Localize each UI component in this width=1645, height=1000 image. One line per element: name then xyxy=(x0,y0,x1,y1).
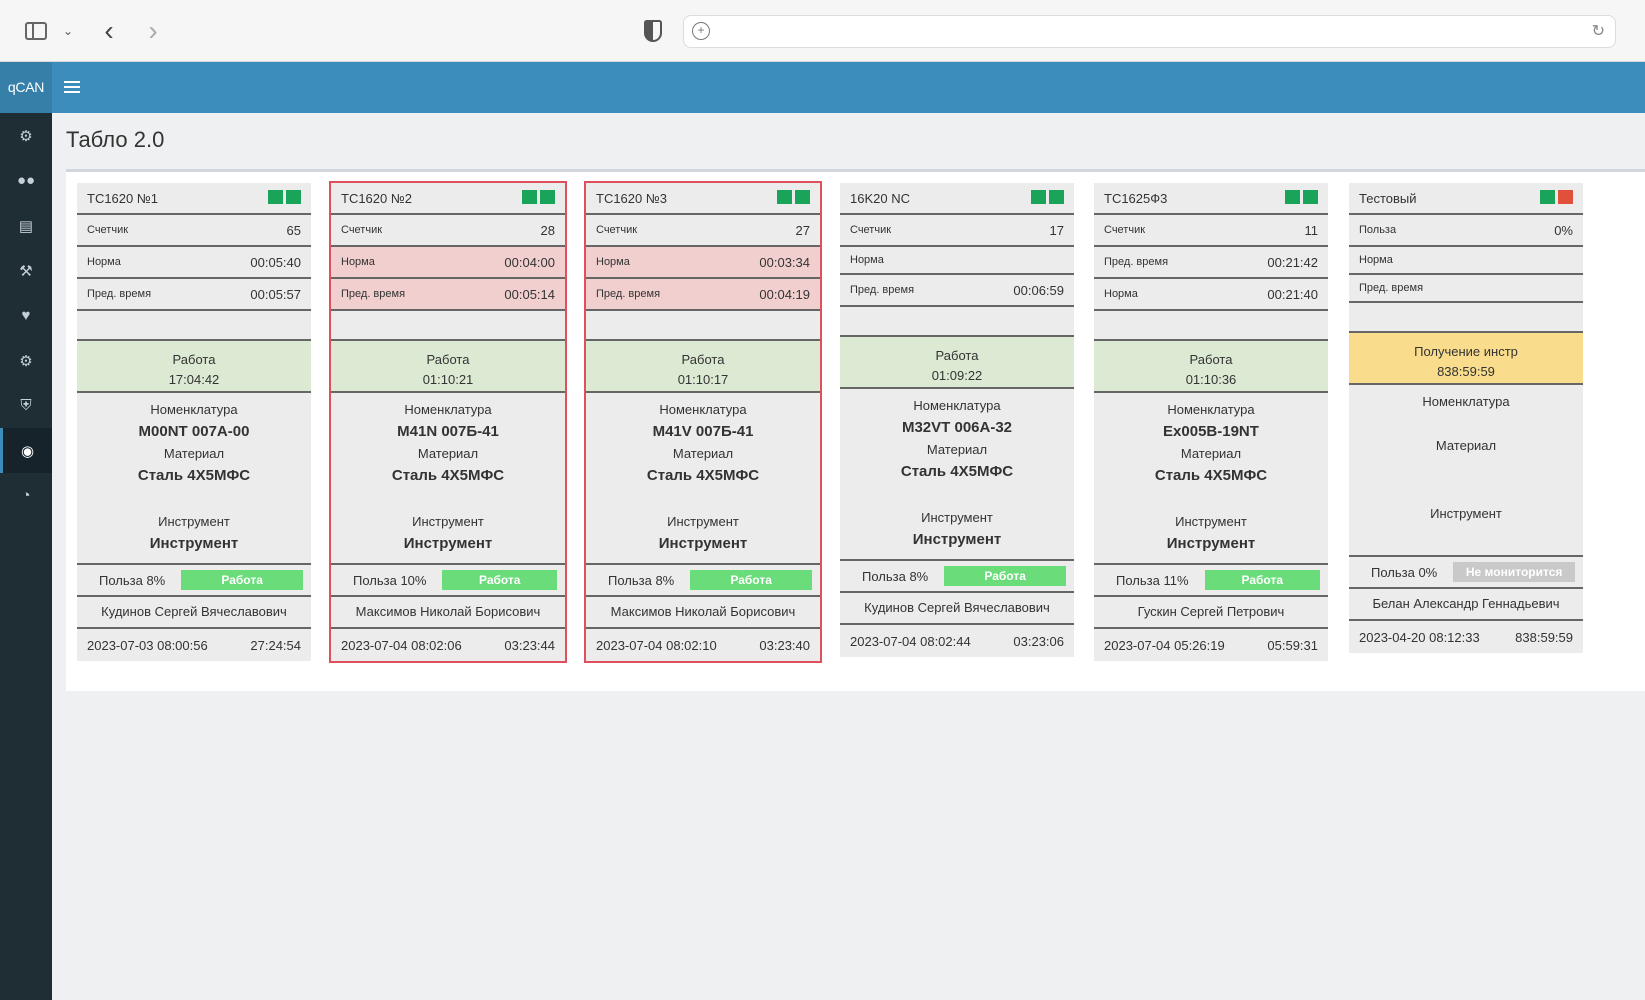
menu-toggle-icon[interactable] xyxy=(64,78,80,96)
tool-icon[interactable]: ⚙ xyxy=(19,352,33,370)
operator-name: Максимов Николай Борисович xyxy=(586,597,820,629)
usage-text: Польза 10% xyxy=(353,572,427,588)
material-label: Материал xyxy=(672,446,734,461)
privacy-shield-icon[interactable] xyxy=(642,18,664,44)
norm-value: 00:04:00 xyxy=(504,254,555,270)
prev-time-value: 00:04:19 xyxy=(759,286,810,302)
logo[interactable]: qCAN xyxy=(0,62,52,113)
prev-time-label: Пред. время xyxy=(341,288,406,300)
usage-text: Польза 0% xyxy=(1371,564,1438,580)
material-label: Материал xyxy=(926,442,988,457)
counter-label: Счетчик xyxy=(850,224,892,236)
nomenclature-value: M41V 007Б-41 xyxy=(652,423,754,440)
status-led xyxy=(1558,190,1573,204)
chevron-down-icon[interactable]: ⌄ xyxy=(62,24,74,38)
material-value: Сталь 4Х5МФС xyxy=(900,463,1014,480)
material-value: Сталь 4Х5МФС xyxy=(391,467,505,484)
site-info-icon[interactable]: + xyxy=(692,22,710,40)
usage-text: Польза 11% xyxy=(1116,572,1189,588)
tool-label: Инструмент xyxy=(1430,506,1502,521)
status-block: Работа 01:10:36 xyxy=(1094,341,1328,393)
machine-card[interactable] xyxy=(1349,183,1583,653)
material-value xyxy=(1349,457,1583,479)
pie-chart-icon[interactable]: ◔ xyxy=(21,487,31,504)
counter-value: 17 xyxy=(1049,222,1064,238)
nomenclature-label: Номенклатура xyxy=(1422,394,1510,409)
prev-time-value: 00:05:57 xyxy=(250,286,301,302)
tool-value: Инструмент xyxy=(1166,535,1256,552)
norm-label: Норма xyxy=(341,256,375,268)
usage-badge: Работа xyxy=(1205,570,1320,590)
machine-card[interactable] xyxy=(840,183,1074,657)
operator-name: Гускин Сергей Петрович xyxy=(1094,597,1328,629)
usage-text: Польза 8% xyxy=(99,572,166,588)
reload-icon[interactable]: ↻ xyxy=(1591,23,1605,40)
machine-card[interactable] xyxy=(77,183,311,661)
usage-badge: Работа xyxy=(690,570,812,590)
duration: 838:59:59 xyxy=(1515,629,1573,645)
nomenclature-label: Номенклатура xyxy=(659,402,747,417)
operator-name: Кудинов Сергей Вячеславович xyxy=(840,593,1074,625)
norm-value: 00:05:40 xyxy=(250,254,301,270)
page-title: Табло 2.0 xyxy=(66,127,165,152)
machine-name: ТС1620 №3 xyxy=(596,191,668,206)
material-value: Сталь 4Х5МФС xyxy=(137,467,251,484)
status-block: Работа 01:10:17 xyxy=(586,341,820,393)
norm-value: 00:21:40 xyxy=(1267,286,1318,302)
counter-value: 11 xyxy=(1304,222,1318,238)
machine-name: ТС1625Ф3 xyxy=(1104,191,1168,206)
counter-label: Счетчик xyxy=(87,224,129,236)
material-label: Материал xyxy=(417,446,479,461)
operator-name: Максимов Николай Борисович xyxy=(331,597,565,629)
usage-value: 0% xyxy=(1554,222,1573,238)
material-label: Материал xyxy=(163,446,225,461)
counter-label: Счетчик xyxy=(1104,224,1146,236)
operator-name: Белан Александр Геннадьевич xyxy=(1349,589,1583,621)
tool-label: Инструмент xyxy=(667,514,739,529)
machine-name: ТС1620 №2 xyxy=(341,191,413,206)
start-timestamp: 2023-07-04 08:02:06 xyxy=(341,637,462,653)
heartbeat-icon[interactable]: ♥ xyxy=(21,307,31,324)
tool-label: Инструмент xyxy=(1175,514,1247,529)
duration: 03:23:44 xyxy=(504,637,555,653)
material-value: Сталь 4Х5МФС xyxy=(1154,467,1268,484)
status-led xyxy=(777,190,792,204)
browser-toolbar xyxy=(0,0,1645,62)
tool-value: Инструмент xyxy=(403,535,493,552)
tool-label: Инструмент xyxy=(921,510,993,525)
tool-label: Инструмент xyxy=(412,514,484,529)
status-led xyxy=(1540,190,1555,204)
usage-badge: Работа xyxy=(442,570,557,590)
status-block: Работа 01:09:22 xyxy=(840,337,1074,389)
nomenclature-value: M41N 007Б-41 xyxy=(397,423,499,440)
tool-value: Инструмент xyxy=(149,535,239,552)
status-led xyxy=(795,190,810,204)
eye-icon[interactable]: ◉ xyxy=(0,428,52,473)
prev-time-value: 00:05:14 xyxy=(504,286,555,302)
nomenclature-label: Номенклатура xyxy=(1167,402,1255,417)
counter-value: 27 xyxy=(795,222,810,238)
sidebar xyxy=(0,113,52,1000)
tool-label: Инструмент xyxy=(158,514,230,529)
norm-label: Норма xyxy=(1359,254,1393,266)
machine-card[interactable] xyxy=(331,183,565,661)
counter-value: 28 xyxy=(540,222,555,238)
material-label: Материал xyxy=(1180,446,1242,461)
norm-value: 00:03:34 xyxy=(759,254,810,270)
machine-card[interactable] xyxy=(586,183,820,661)
duration: 03:23:40 xyxy=(759,637,810,653)
app-header xyxy=(0,62,1645,113)
status-led xyxy=(540,190,555,204)
start-timestamp: 2023-07-04 08:02:10 xyxy=(596,637,717,653)
start-timestamp: 2023-04-20 08:12:33 xyxy=(1359,629,1480,645)
norm-label: Норма xyxy=(596,256,630,268)
wrench-icon[interactable]: ⚒ xyxy=(19,262,33,280)
status-led xyxy=(1303,190,1318,204)
usage-badge: Работа xyxy=(944,566,1066,586)
tool-value: Инструмент xyxy=(658,535,748,552)
status-led xyxy=(286,190,301,204)
norm-label: Норма xyxy=(87,256,121,268)
status-led xyxy=(1285,190,1300,204)
sidebar-toggle-icon[interactable] xyxy=(22,18,50,44)
prev-time-value: 00:21:42 xyxy=(1267,254,1318,270)
duration: 03:23:06 xyxy=(1013,633,1064,649)
counter-value: 65 xyxy=(286,222,301,238)
shield-icon[interactable]: ⛨ xyxy=(20,397,32,414)
status-block: Работа 17:04:42 xyxy=(77,341,311,393)
users-icon[interactable]: ●● xyxy=(16,172,36,189)
prev-time-label: Пред. время xyxy=(1104,256,1169,268)
counter-label: Счетчик xyxy=(341,224,383,236)
prev-time-label: Пред. время xyxy=(1359,282,1424,294)
material-value: Сталь 4Х5МФС xyxy=(646,467,760,484)
usage-badge: Работа xyxy=(181,570,303,590)
operator-name: Кудинов Сергей Вячеславович xyxy=(77,597,311,629)
status-led xyxy=(1049,190,1064,204)
status-led xyxy=(522,190,537,204)
duration: 27:24:54 xyxy=(250,637,301,653)
usage-label: Польза xyxy=(1359,224,1397,236)
prev-time-label: Пред. время xyxy=(87,288,152,300)
prev-time-label: Пред. время xyxy=(596,288,661,300)
back-arrow-icon[interactable]: ‹ xyxy=(104,15,114,46)
prev-time-value: 00:06:59 xyxy=(1013,282,1064,298)
tool-value: Инструмент xyxy=(912,531,1002,548)
usage-text: Польза 8% xyxy=(608,572,675,588)
material-label: Материал xyxy=(1435,438,1497,453)
forward-arrow-icon[interactable]: › xyxy=(148,15,158,46)
status-block: Работа 01:10:21 xyxy=(331,341,565,393)
start-timestamp: 2023-07-03 08:00:56 xyxy=(87,637,208,653)
status-led xyxy=(1031,190,1046,204)
nomenclature-label: Номенклатура xyxy=(913,398,1001,413)
duration: 05:59:31 xyxy=(1267,637,1318,653)
norm-label: Норма xyxy=(850,254,884,266)
counter-label: Счетчик xyxy=(596,224,638,236)
usage-badge: Не мониторится xyxy=(1453,562,1575,582)
nomenclature-value xyxy=(1349,413,1583,435)
tool-value xyxy=(1349,525,1583,547)
status-led xyxy=(268,190,283,204)
nomenclature-label: Номенклатура xyxy=(150,402,238,417)
norm-label: Норма xyxy=(1104,288,1138,300)
address-bar[interactable] xyxy=(683,15,1616,48)
nomenclature-value: Ex005B-19NT xyxy=(1163,423,1259,440)
nomenclature-label: Номенклатура xyxy=(404,402,492,417)
status-block: Получение инстр 838:59:59 xyxy=(1349,333,1583,385)
prev-time-label: Пред. время xyxy=(850,284,915,296)
start-timestamp: 2023-07-04 08:02:44 xyxy=(850,633,971,649)
usage-text: Польза 8% xyxy=(862,568,929,584)
nomenclature-value: M32VT 006A-32 xyxy=(901,419,1013,436)
start-timestamp: 2023-07-04 05:26:19 xyxy=(1104,637,1225,653)
machine-name: Тестовый xyxy=(1359,191,1417,206)
machine-name: ТС1620 №1 xyxy=(87,191,159,206)
building-icon[interactable]: ▤ xyxy=(18,217,34,235)
gear-icon[interactable]: ⚙ xyxy=(19,127,33,145)
machine-name: 16K20 NC xyxy=(850,191,910,206)
machine-card[interactable] xyxy=(1094,183,1328,661)
nomenclature-value: M00NT 007A-00 xyxy=(138,423,250,440)
